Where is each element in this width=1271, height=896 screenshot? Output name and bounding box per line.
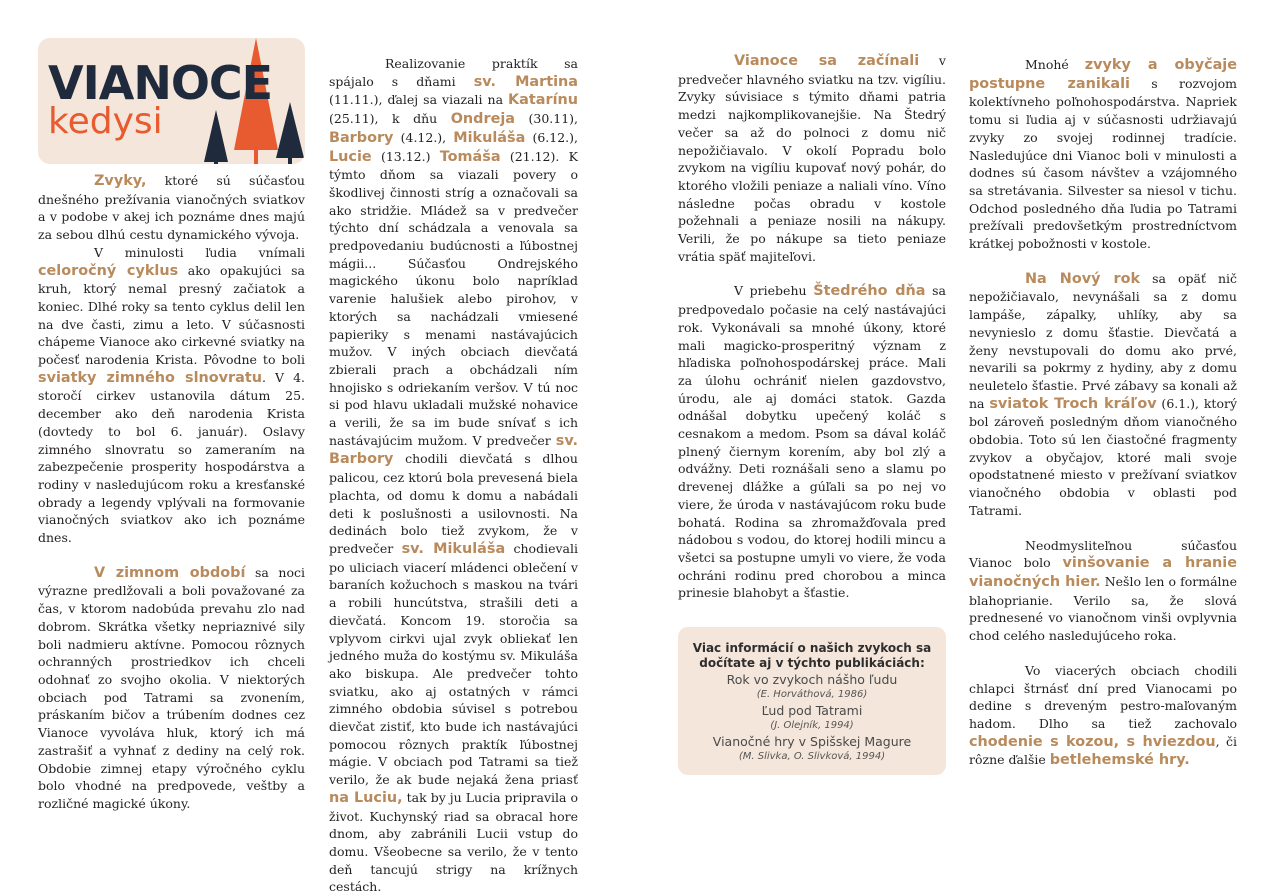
title-box — [38, 38, 305, 164]
highlighted-term: chodenie s kozou, s hviezdou — [969, 733, 1216, 750]
body-text: chodili dievčatá s dlhou palicou, cez ktorú bola prevesená biela plachta, od domu k domu a nabádali deti k poslušnosti a usilovnosti. Na dedinách bolo tiež zvykom, že v predvečer — [329, 451, 578, 556]
paragraph — [969, 270, 1237, 520]
publications-heading: Viac informácií o našich zvykoch sa dočítate aj v týchto publikáciách: — [692, 641, 932, 670]
highlighted-term: na Luciu, — [329, 789, 403, 806]
column-3 — [678, 52, 946, 602]
paragraph — [969, 537, 1237, 645]
body-text: (30.11), — [514, 111, 578, 127]
body-text: sa predpovedalo počasie na celý nastávajúci rok. Vykonávali sa mnohé úkony, ktoré mali magicko-prosperitný význam z hľadiska poľnohospodárskej práce. Mali za úlohu ochrániť nielen gazdovstvo, úrodu, ale aj domáci statok. Gazda odnášal dobytku upečený koláč s cesnakom a medom. Psom sa dával koláč plnený čiernym korením, aby bol zlý a odvážny. Deti roznášali seno a slamu po drevenej dlážke a gúľali sa po nej vo viere, že úroda v nastávajúcom roku bude bohatá. Rodina sa zhromažďovala pred nádobou s vodou, do ktorej hodili mincu a všetci sa postupne umyli vo viere, že voda ochráni rodinu pred chorobou a minca prinesie blahobyt a šťastie. — [678, 283, 946, 601]
book-author: (M. Slivka, O. Slivková, 1994) — [738, 751, 886, 762]
body-text: V priebehu — [734, 283, 814, 299]
column-4 — [969, 56, 1237, 770]
book-author: (J. Olejník, 1994) — [770, 720, 854, 731]
column-1 — [38, 172, 305, 813]
highlighted-term: Tomáša — [439, 148, 501, 165]
body-text: Realizovanie praktík sa spájalo s dňami — [329, 56, 578, 89]
body-text: Vo viacerých obciach chodili chlapci štrnásť dní pred Vianocami po dedine s dreveným pestro-maľovaným hadom. Dlho sa tiež zachovalo — [969, 662, 1237, 731]
highlighted-term: Lucie — [329, 148, 372, 165]
highlighted-term: Barbory — [329, 129, 394, 146]
highlighted-term: celoročný cyklus — [38, 262, 179, 279]
publications-box — [678, 627, 946, 775]
highlighted-term: betlehemské hry. — [1049, 752, 1190, 769]
highlighted-term: V zimnom období — [94, 564, 246, 581]
book-author: (E. Horváthová, 1986) — [756, 689, 868, 700]
body-text: v predvečer hlavného sviatku na tzv. vigíliu. Zvyky súvisiace s týmito dňami patria medzi najkomplikovanejšie. Na Štedrý večer sa až do polnoci z domu nič nepožičiavalo. V okolí Popradu bolo zvykom na vigíliu kupovať nový pohár, do ktorého vložili peniaze a naliali víno. Víno následne počas obradu v kostole požehnali a peniaze nosili na nákupy. Verili, že po nákupe sa tieto peniaze vrátia späť majiteľovi. — [678, 53, 946, 264]
title-main: VIANOCE — [48, 56, 273, 110]
highlighted-term: sviatok Troch kráľov — [989, 395, 1157, 412]
highlighted-term: Zvyky, — [94, 173, 147, 189]
paragraph — [678, 282, 946, 602]
body-text: s rozvojom kolektívneho poľnohospodárstva. Napriek tomu si ľudia aj v súčasnosti udržiavajú zvyky zo svojej rodinnej tradície. Nasledujúce dni Vianoc boli v minulosti a dodnes sú časom návštev a vzájomného sa stretávania. Silvester sa niesol v tichu. Odchod posledného dňa ľudia po Tatrami prežívali predovšetkým prostredníctvom krátkej pobožnosti v kostole. — [969, 75, 1237, 252]
tree-red-trunk — [254, 148, 258, 164]
body-text: ako opakujúci sa kruh, ktorý nemal presný začiatok a koniec. Dlhé roky sa tento cyklus delil len na dve časti, zimu a leto. V súčasnosti chápeme Vianoce ako cirkevné sviatky na počesť narodenia Krista. Pôvodne to boli — [38, 262, 306, 368]
body-text: (11.11.), ďalej sa viazali na — [329, 92, 509, 108]
body-text: (6.12.), — [525, 129, 578, 145]
body-text: (6.1.), ktorý bol zároveň posledným dňom vianočného obdobia. Toto sú len čiastočné fragmenty zvykov a obyčajov, ktoré mali svoje opodstatnené miesto v prežívaní sviatkov vianočného obdobia v oblasti pod Tatrami. — [969, 395, 1238, 518]
highlighted-term: Ondreja — [450, 111, 515, 128]
paragraph — [678, 52, 946, 265]
highlighted-term: Vianoce sa začínali — [734, 53, 920, 69]
tree-dark-left-trunk — [214, 156, 218, 164]
body-text: chodievali po uliciach viacerí mládenci oblečení v baraních kožuchoch s maskou na tvári a robili huncútstva, strašili deti a dievčatá. Koncom 19. storočia sa vplyvom cirkvi ujal zvyk obliekať len jedného muža do kostýmu sv. Mikuláša ako biskupa. Ale predvečer tohto sviatku, ako aj ostatných v rámci zimného obdobia súvisel s potrebou dievčat zistiť, kto bude ich nastávajúci pomocou rôznych praktík ľúbostnej mágie. V obciach pod Tatrami sa tiež verilo, že ak bude nejaká žena priasť — [329, 540, 578, 788]
highlighted-term: Na Nový rok — [1025, 270, 1141, 287]
highlighted-term: Štedrého dňa — [813, 283, 926, 300]
body-text: ktoré sú súčasťou dnešného prežívania vianočných sviatkov a v podobe v akej ich poznáme dnes majú za sebou dlhú cestu dynamického vývoja. — [38, 173, 305, 243]
body-text: Nešlo len o formálne blahoprianie. Verilo sa, že slová prednesené vo vianočnom vinši ovplyvnia chod celého nasledujúceho roka. — [969, 573, 1237, 644]
book-title: Rok vo zvykoch nášho ľudu — [726, 672, 898, 687]
highlighted-term: sviatky zimného slnovratu — [38, 369, 262, 386]
highlighted-term: sv. Mikuláša — [401, 540, 506, 557]
body-text: . V 4. storočí cirkev ustanovila dátum 25. december ako deň narodenia Krista (dovtedy to bol 6. január). Oslavy zimného slnovratu so zameraním na zabezpečenie prosperity hospodárstva a rodiny v nasledujúcom roku a kresťanské obrady a legendy vplývali na formovanie vianočných sviatkov ako ich poznáme dnes. — [38, 369, 306, 546]
body-text: V minulosti ľudia vnímali — [94, 244, 305, 260]
body-text: tak by ju Lucia pripravila o život. Kuchynský riad sa obracal hore dnom, aby zabránili Lucii vstup do domu. Všeobecne sa verilo, že v tento deň tancujú strigy na krížnych cestách. — [329, 789, 578, 895]
body-text: sa opäť nič nepožičiavalo, nevynášali sa z domu lampáše, zápalky, uhlíky, aby sa nevynieslo z domu šťastie. Dievčatá a ženy nevstupovali do domu ako prvé, nevarili sa pokrmy z hydiny, aby z domu neuletelo šťastie. Prvé zábavy sa konali až na — [969, 270, 1237, 411]
highlighted-term: sv. Barbory — [329, 432, 578, 468]
highlighted-term: vinšovanie a hranie vianočných hier. — [969, 555, 1237, 590]
tree-dark-left-icon — [204, 110, 228, 162]
paragraph — [38, 564, 305, 813]
paragraph — [38, 172, 305, 244]
highlighted-term: zvyky a obyčaje postupne zanikali — [969, 57, 1238, 92]
column-2 — [329, 55, 578, 896]
body-text: sa noci výrazne predlžovali a boli považované za čas, v ktorom nadobúda prevahu zlo nad dobrom. Skrátka všetky nepriaznivé sily boli nadmieru aktívne. Pomocou rôznych ochranných prostriedkov ich chceli odohnať zo svojho okolia. V niektorých obciach pod Tatrami sa zvonením, práskaním bičov a trúbením dodnes cez Vianoce vyvoláva hluk, ktorý ich má zastrašiť a vyhnať z dediny na celý rok. Obdobie zimnej etapy výročného cyklu bolo vhodné na predpovede, veštby a rozličné magické úkony. — [38, 564, 305, 811]
title-sub: kedysi — [48, 101, 163, 142]
book-title: Vianočné hry v Spišskej Magure — [712, 734, 912, 749]
body-text: , či rôzne ďalšie — [969, 733, 1237, 768]
tree-dark-right-icon — [276, 102, 304, 158]
paragraph — [38, 244, 305, 547]
book-title: Ľud pod Tatrami — [761, 703, 863, 718]
body-text: (25.11), k dňu — [329, 111, 451, 127]
paragraph — [329, 55, 578, 896]
tree-dark-right-trunk — [288, 156, 292, 164]
paragraph — [969, 56, 1237, 253]
paragraph — [969, 662, 1237, 770]
body-text: (4.12.), — [393, 129, 454, 145]
body-text: Mnohé — [1025, 57, 1085, 72]
body-text: (13.12.) — [371, 148, 440, 164]
body-text: Neodmysliteľnou súčasťou Vianoc bolo — [969, 537, 1237, 571]
highlighted-term: sv. Martina — [473, 73, 578, 90]
body-text: (21.12). K týmto dňom sa viazali povery o škodlivej činnosti stríg a označovali sa ako stridžie. Mládež sa v predvečer týchto dní schádzala a venovala sa predpovedaniu budúcnosti a ľúbostnej mágii... Súčasťou Ondrejského magického úkonu bolo napríklad varenie halušiek alebo pirohov, v ktorých sa nachádzali vmiesené papieriky s menami nastávajúcich mužov. V iných obciach dievčatá zbierali prach a obchádzali ním hnojisko s odriekaním veršov. V tú noc si pod hlavu ukladali mužské nohavice a verili, že sa im bude snívať s ich nastávajúcim mužom. V predvečer — [329, 148, 578, 448]
highlighted-term: Mikuláša — [453, 129, 526, 146]
highlighted-term: Katarínu — [508, 92, 578, 109]
